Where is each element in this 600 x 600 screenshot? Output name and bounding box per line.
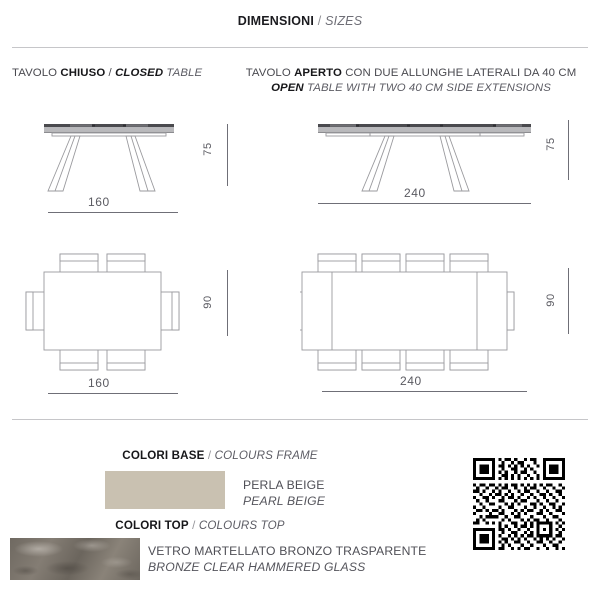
colours-top-bold: COLORI TOP [115, 519, 189, 532]
open-line1 [246, 67, 577, 79]
closed-post: TABLE [163, 67, 203, 79]
dimension-line-closed-plan-width [48, 393, 178, 394]
colour-label-perla-beige [243, 477, 325, 509]
dimension-line-open-elevation-height [568, 120, 569, 180]
colour-label-bronze-glass [148, 543, 426, 575]
dimension-line-closed-elevation-height [227, 124, 228, 186]
dimension-open-elevation-height: 75 [545, 137, 557, 151]
drawing-open-table-plan [300, 240, 560, 385]
heading-closed-table [12, 66, 202, 81]
bronze-glass-it: VETRO MARTELLATO BRONZO TRASPARENTE [148, 544, 427, 558]
open-line2-post: TABLE WITH TWO 40 CM SIDE EXTENSIONS [303, 82, 551, 94]
open-line1-bold: APERTO [294, 67, 342, 79]
closed-pre: TAVOLO [12, 67, 61, 79]
swatch-perla-beige[interactable] [105, 471, 225, 509]
heading-colours-frame [0, 449, 440, 462]
dimension-line-open-plan-width [322, 391, 527, 392]
dimension-line-closed-elevation-width [48, 212, 178, 213]
closed-sep: / [105, 67, 116, 79]
dimension-closed-plan-depth: 90 [202, 295, 214, 309]
swatch-bronze-hammered-glass[interactable] [10, 538, 140, 580]
page-title-main: DIMENSIONI [237, 14, 315, 28]
dimension-open-elevation-width: 240 [404, 186, 426, 200]
colours-frame-sep: / [204, 449, 215, 462]
closed-bold-it: CHIUSO [60, 67, 106, 79]
dimension-open-plan-depth: 90 [545, 293, 557, 307]
dimension-line-open-plan-depth [568, 268, 569, 334]
divider-colours [12, 419, 588, 420]
colours-top-italic: COLOURS TOP [198, 519, 285, 532]
colours-frame-italic: COLOURS FRAME [214, 449, 318, 462]
dimension-line-open-elevation-width [318, 203, 531, 204]
perla-beige-en: PEARL BEIGE [243, 494, 326, 508]
page-title-separator: / [317, 14, 322, 28]
open-line1-pre: TAVOLO [245, 67, 295, 79]
divider-top [12, 47, 588, 48]
open-line1-post: CON DUE ALLUNGHE LATERALI DA 40 CM [341, 67, 577, 79]
page-title [0, 14, 600, 28]
qr-code[interactable] [473, 458, 565, 550]
dimension-closed-elevation-width: 160 [88, 195, 110, 209]
colours-frame-bold: COLORI BASE [122, 449, 205, 462]
qr-code-image [473, 458, 565, 550]
drawing-closed-table-plan [8, 240, 208, 385]
dimension-open-plan-width: 240 [400, 374, 422, 388]
heading-colours-top [0, 519, 400, 532]
page-title-sub: SIZES [325, 14, 363, 28]
dimension-line-closed-plan-depth [227, 270, 228, 336]
colours-top-sep: / [188, 519, 199, 532]
dimension-closed-elevation-height: 75 [202, 142, 214, 156]
bronze-glass-en: BRONZE CLEAR HAMMERED GLASS [148, 560, 366, 574]
open-line2-bold: OPEN [271, 82, 304, 94]
dimension-closed-plan-width: 160 [88, 376, 110, 390]
heading-open-table [232, 66, 590, 96]
perla-beige-it: PERLA BEIGE [243, 478, 325, 492]
closed-bold-en: CLOSED [115, 67, 164, 79]
open-line2 [232, 81, 590, 96]
